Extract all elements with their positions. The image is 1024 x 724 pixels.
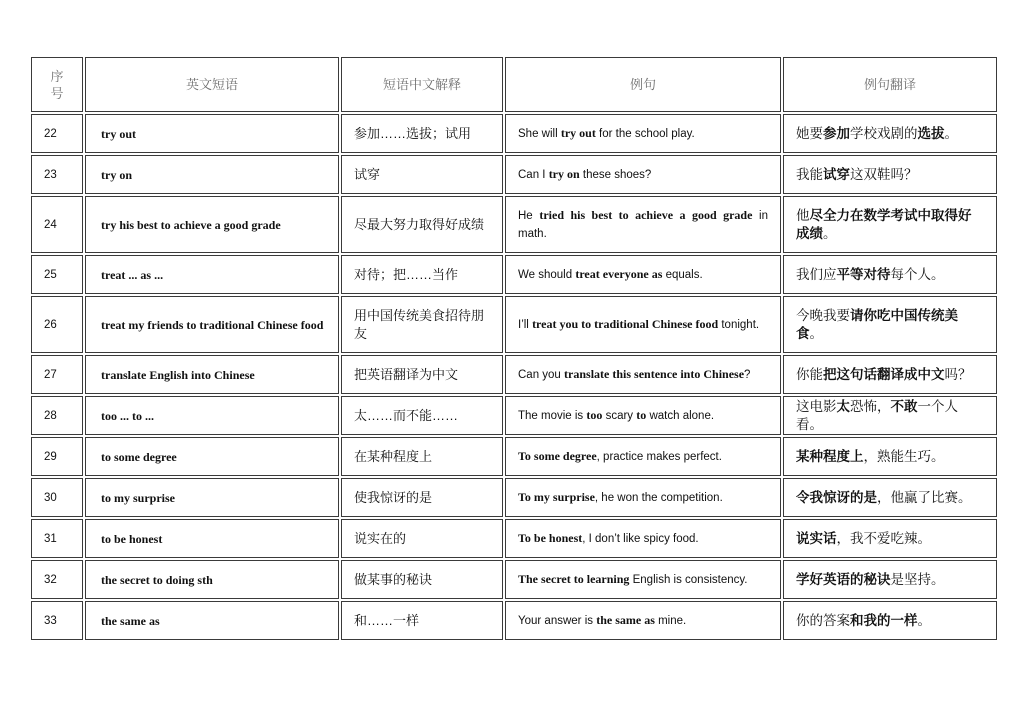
example-highlight: to	[636, 408, 647, 422]
phrase-cell: try his best to achieve a good grade	[85, 196, 339, 253]
translation-highlight: 尽全力在数学考试中取得好成绩	[796, 207, 972, 241]
table-row	[31, 255, 997, 294]
translation-highlight: 某种程度上	[796, 448, 864, 464]
translation-highlight: 和我的一样	[850, 612, 918, 628]
translation-text: 一个人看。	[796, 398, 958, 432]
translation-text: 我们应	[796, 266, 837, 282]
meaning-cell: 尽最大努力取得好成绩	[341, 196, 503, 253]
example-cell	[505, 114, 781, 153]
table-row	[31, 114, 997, 153]
translation-cell	[783, 437, 997, 476]
translation-text: 吗？	[944, 366, 972, 382]
example-text: I’ll	[518, 319, 533, 331]
phrase-cell: to my surprise	[85, 478, 339, 517]
table-body	[31, 114, 997, 640]
row-number: 22	[31, 114, 83, 153]
translation-text: 。	[823, 225, 837, 241]
translation-highlight: 选拔	[917, 125, 945, 141]
example-highlight: tried his best to achieve a good grade	[539, 208, 753, 222]
meaning-cell: 在某种程度上	[341, 437, 503, 476]
meaning-cell: 用中国传统美食招待朋友	[341, 296, 503, 353]
translation-highlight: 请你吃中国传统美食	[796, 307, 958, 341]
table-row	[31, 296, 997, 353]
example-cell	[505, 601, 781, 640]
meaning-cell: 试穿	[341, 155, 503, 194]
translation-text: 今晚我要	[796, 307, 850, 323]
table-row	[31, 560, 997, 599]
example-text: Can I	[518, 169, 549, 181]
example-text: mine.	[654, 615, 687, 627]
example-highlight: try on	[548, 167, 580, 181]
header-meaning: 短语中文解释	[341, 57, 503, 112]
example-text: We should	[518, 269, 576, 281]
translation-cell	[783, 396, 997, 435]
table-row	[31, 437, 997, 476]
translation-text: 每个人。	[890, 266, 945, 282]
example-text: Your answer is	[518, 615, 597, 627]
phrase-cell: treat my friends to traditional Chinese food	[85, 296, 339, 353]
translation-highlight: 平等对待	[836, 266, 891, 282]
meaning-cell: 做某事的秘诀	[341, 560, 503, 599]
translation-cell	[783, 114, 997, 153]
translation-highlight: 太	[836, 398, 850, 414]
example-text: scary	[602, 410, 637, 422]
meaning-cell: 参加……选拔；试用	[341, 114, 503, 153]
example-highlight: To my surprise	[518, 490, 595, 504]
example-text: ?	[744, 369, 751, 381]
translation-text: 学校戏剧的	[850, 125, 918, 141]
translation-text: ，熟能生巧。	[863, 448, 945, 464]
table-row	[31, 519, 997, 558]
example-highlight: The secret to learning	[518, 572, 630, 586]
example-text: , I don’t like spicy food.	[582, 533, 699, 545]
example-text: The movie is	[518, 410, 587, 422]
translation-text: 这电影	[796, 398, 837, 414]
meaning-cell: 使我惊讶的是	[341, 478, 503, 517]
meaning-cell: 和……一样	[341, 601, 503, 640]
example-highlight: treat everyone as	[575, 267, 663, 281]
translation-cell	[783, 196, 997, 253]
translation-cell	[783, 601, 997, 640]
translation-highlight: 令我惊讶的是	[796, 489, 877, 505]
row-number: 23	[31, 155, 83, 194]
table-row	[31, 196, 997, 253]
example-cell	[505, 437, 781, 476]
example-text: for the school play.	[595, 128, 695, 140]
translation-text: 是坚持。	[890, 571, 945, 587]
table-header	[31, 57, 997, 112]
phrase-table	[29, 55, 999, 642]
row-number: 28	[31, 396, 83, 435]
meaning-cell: 对待；把……当作	[341, 255, 503, 294]
translation-text: 。	[917, 612, 931, 628]
translation-text: 你能	[796, 366, 823, 382]
translation-text: 你的答案	[796, 612, 850, 628]
row-number: 33	[31, 601, 83, 640]
example-highlight: try out	[560, 126, 596, 140]
translation-text: 我能	[796, 166, 823, 182]
example-highlight: too	[586, 408, 603, 422]
example-cell	[505, 560, 781, 599]
meaning-cell: 说实在的	[341, 519, 503, 558]
translation-cell	[783, 355, 997, 394]
translation-cell	[783, 519, 997, 558]
header-row	[31, 57, 997, 112]
header-phrase: 英文短语	[85, 57, 339, 112]
meaning-cell: 太……而不能……	[341, 396, 503, 435]
example-text: watch alone.	[646, 410, 715, 422]
example-text: in math.	[518, 210, 768, 240]
row-number: 27	[31, 355, 83, 394]
example-text: He	[518, 210, 540, 222]
phrase-cell: the secret to doing sth	[85, 560, 339, 599]
phrase-cell: treat ... as ...	[85, 255, 339, 294]
row-number: 30	[31, 478, 83, 517]
translation-cell	[783, 296, 997, 353]
phrase-cell: translate English into Chinese	[85, 355, 339, 394]
translation-highlight: 参加	[823, 125, 850, 141]
translation-highlight: 学好英语的秘诀	[796, 571, 891, 587]
row-number: 26	[31, 296, 83, 353]
example-cell	[505, 478, 781, 517]
example-highlight: the same as	[596, 613, 655, 627]
row-number: 31	[31, 519, 83, 558]
example-highlight: translate this sentence into Chinese	[564, 367, 745, 381]
phrase-cell: try out	[85, 114, 339, 153]
translation-highlight: 说实话	[796, 530, 837, 546]
header-index-label: 序号	[50, 68, 64, 101]
row-number: 32	[31, 560, 83, 599]
phrase-cell: too ... to ...	[85, 396, 339, 435]
phrase-cell: the same as	[85, 601, 339, 640]
example-cell	[505, 519, 781, 558]
translation-highlight: 把这句话翻译成中文	[823, 366, 945, 382]
example-text: Can you	[518, 369, 565, 381]
example-text: tonight.	[718, 319, 760, 331]
header-translation: 例句翻译	[783, 57, 997, 112]
example-text: equals.	[662, 269, 703, 281]
table-row	[31, 478, 997, 517]
table-row	[31, 355, 997, 394]
example-text: , he won the competition.	[594, 492, 723, 504]
phrase-cell: to some degree	[85, 437, 339, 476]
table-row	[31, 396, 997, 435]
example-highlight: To some degree	[518, 449, 597, 463]
example-cell	[505, 155, 781, 194]
row-number: 24	[31, 196, 83, 253]
row-number: 25	[31, 255, 83, 294]
example-text: these shoes?	[579, 169, 652, 181]
example-text: , practice makes perfect.	[596, 451, 722, 463]
phrase-cell: to be honest	[85, 519, 339, 558]
header-index	[31, 57, 83, 112]
translation-text: 。	[809, 325, 823, 341]
translation-highlight: 试穿	[823, 166, 850, 182]
example-cell	[505, 196, 781, 253]
translation-cell	[783, 478, 997, 517]
example-text: She will	[518, 128, 561, 140]
table-row	[31, 155, 997, 194]
meaning-cell: 把英语翻译为中文	[341, 355, 503, 394]
example-cell	[505, 296, 781, 353]
translation-text: 她要	[796, 125, 823, 141]
translation-text: ，他赢了比赛。	[877, 489, 972, 505]
row-number: 29	[31, 437, 83, 476]
translation-text: ，我不爱吃辣。	[836, 530, 931, 546]
translation-text: 恐怖，	[850, 398, 891, 414]
example-highlight: treat you to traditional Chinese food	[532, 317, 719, 331]
translation-cell	[783, 155, 997, 194]
example-highlight: To be honest	[518, 531, 583, 545]
example-cell	[505, 396, 781, 435]
example-cell	[505, 355, 781, 394]
translation-cell	[783, 255, 997, 294]
example-text: English is consistency.	[629, 574, 748, 586]
header-example: 例句	[505, 57, 781, 112]
translation-text: 。	[944, 125, 958, 141]
example-cell	[505, 255, 781, 294]
translation-highlight: 不敢	[890, 398, 918, 414]
phrase-cell: try on	[85, 155, 339, 194]
translation-text: 这双鞋吗？	[850, 166, 918, 182]
table-row	[31, 601, 997, 640]
translation-text: 他	[796, 207, 810, 223]
translation-cell	[783, 560, 997, 599]
